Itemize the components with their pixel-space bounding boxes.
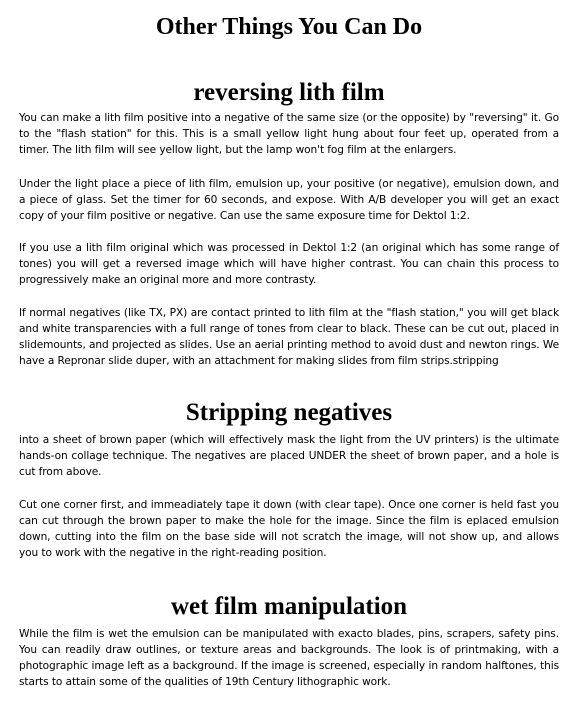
section-heading-stripping-negatives: Stripping negatives — [185, 399, 393, 426]
paragraph-reversing-intro: You can make a lith film positive into a negative of the same size (or the opposite) by "reversing" it. Go to the "flash station" for this. This is a small yellow light hung about four feet up, operated from a timer. The lith film will see yellow light, but the lamp won't fog film at the enlargers. — [19, 112, 559, 156]
section-heading-wet-film-manipulation: wet film manipulation — [170, 593, 408, 620]
paragraph-reversing-setup: Under the light place a piece of lith film, emulsion up, your positive (or negative), emulsion down, and a piece of glass. Set the timer for 60 seconds, and expose. With A/B developer you will get an exact copy of your film positive or negative. Can use the same exposure time for Dektol 1:2. — [19, 178, 559, 222]
paragraph-stripping-cutting: Cut one corner first, and immeadiately tape it down (with clear tape). Once one corner is held fast you can cut through the brown paper to make the hole for the image. Since the film is eplaced emulsion down, cutting into the film on the base side will not scratch the image, will not show up, and allows you to work with the negative in the right-reading position. — [19, 499, 559, 559]
page-title: Other Things You Can Do — [155, 14, 423, 40]
paragraph-reversing-contrast: If you use a lith film original which was processed in Dektol 1:2 (an original which has some range of tones) you will get a reversed image which will have higher contrast. You can chain this process to progressively make an original more and more contrasty. — [19, 242, 559, 286]
section-heading-reversing-lith-film: reversing lith film — [193, 79, 385, 106]
paragraph-stripping-intro: into a sheet of brown paper (which will effectively mask the light from the UV printers) is the ultimate hands-on collage technique. The negatives are placed UNDER the sheet of brown paper, and a hole is cut from above. — [19, 434, 559, 478]
paragraph-reversing-transparencies: If normal negatives (like TX, PX) are contact printed to lith film at the "flash station," you will get black and white transparencies with a full range of tones from clear to black. These can be cut out, placed in slidemounts, and projected as slides. Use an aerial printing method to avoid dust and newton rings. We have a Repronar slide duper, with an attachment for making slides from film strips.stripping — [19, 307, 559, 367]
paragraph-wet-film: While the film is wet the emulsion can be manipulated with exacto blades, pins, scrapers, safety pins. You can readily draw outlines, or texture areas and backgrounds. The look is of printmaking, with a photographic image left as a background. If the image is screened, especially in random halftones, this starts to attain some of the qualities of 19th Century lithographic work. — [19, 628, 559, 688]
